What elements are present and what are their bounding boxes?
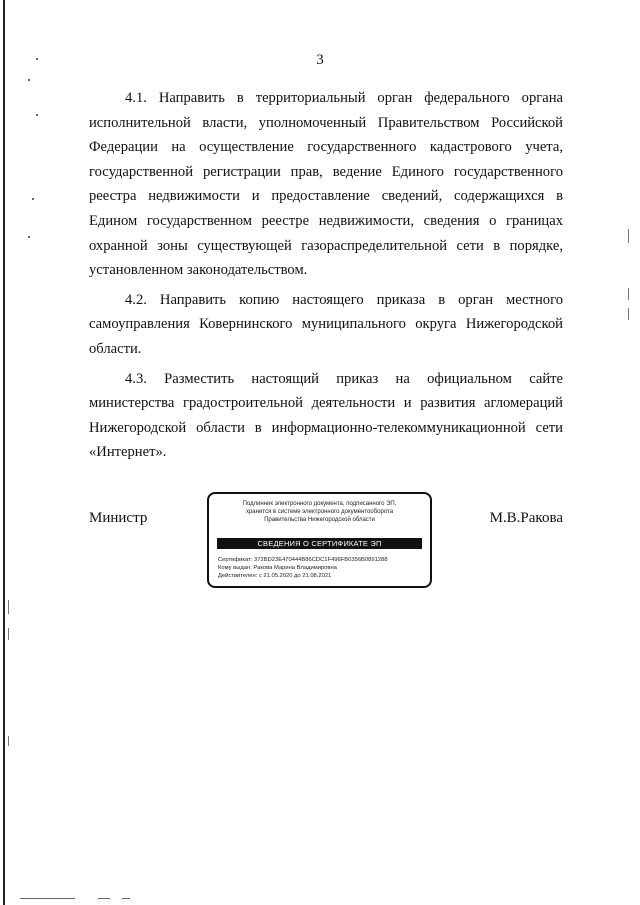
- stamp-note-line: Подлинник электронного документа, подписанного ЭП,: [242, 501, 397, 507]
- scan-speck: [28, 79, 30, 81]
- certificate-details: [218, 557, 424, 580]
- scan-mark: [628, 308, 629, 320]
- scan-mark: [122, 898, 130, 899]
- scan-edge-line: [3, 0, 5, 905]
- scan-mark: [628, 229, 629, 243]
- paragraph-4-2: 4.2. Направить копию настоящего приказа в орган местного самоуправления Ковернинского муниципального округа Нижегородской области.: [89, 291, 563, 357]
- stamp-header: СВЕДЕНИЯ О СЕРТИФИКАТЕ ЭП: [217, 538, 422, 549]
- paragraph-4-3: 4.3. Разместить настоящий приказ на официальном сайте министерства градостроительной деятельности и развития агломераций Нижегородской области в информационно-телекоммуникационной сети «Интернет».: [89, 370, 563, 461]
- certificate-owner: Кому выдан: Ракова Марина Владимировна: [218, 564, 337, 571]
- scan-speck: [32, 198, 34, 200]
- scan-speck: [36, 114, 38, 116]
- scan-mark: [20, 898, 75, 899]
- scan-mark: [628, 288, 629, 300]
- document-body: [89, 86, 563, 470]
- scan-speck: [28, 236, 30, 238]
- signer-name: М.В.Ракова: [489, 510, 563, 526]
- stamp-note-line: Правительства Нижегородской области: [264, 517, 375, 523]
- signer-title: Министр: [89, 510, 148, 526]
- scan-mark: [8, 628, 9, 640]
- scan-mark: [8, 600, 9, 614]
- page-number: 3: [316, 52, 324, 68]
- certificate-validity: Действителен: с 21.05.2020 до 21.08.2021: [218, 572, 332, 579]
- stamp-note: [215, 500, 424, 524]
- stamp-note-line: хранится в системе электронного документооборота: [245, 509, 394, 515]
- scan-mark: [98, 898, 110, 899]
- electronic-signature-stamp: [207, 492, 432, 588]
- scan-mark: [8, 736, 9, 746]
- paragraph-4-1: 4.1. Направить в территориальный орган федерального органа исполнительной власти, уполномоченный Правительством Российской Федерации на осуществление государственного кадастрового учета, государственной регистрации прав, ведение Единого государственного реестра недвижимости и предоставление сведений, содержащихся в Едином государственном реестре недвижимости, сведения о границах охранной зоны существующей газораспределительной сети в порядке, установленном законодательством.: [89, 90, 563, 279]
- certificate-number: Сертификат: 372BD23E470444B86CDC1F496FB0356B0891288: [218, 557, 388, 563]
